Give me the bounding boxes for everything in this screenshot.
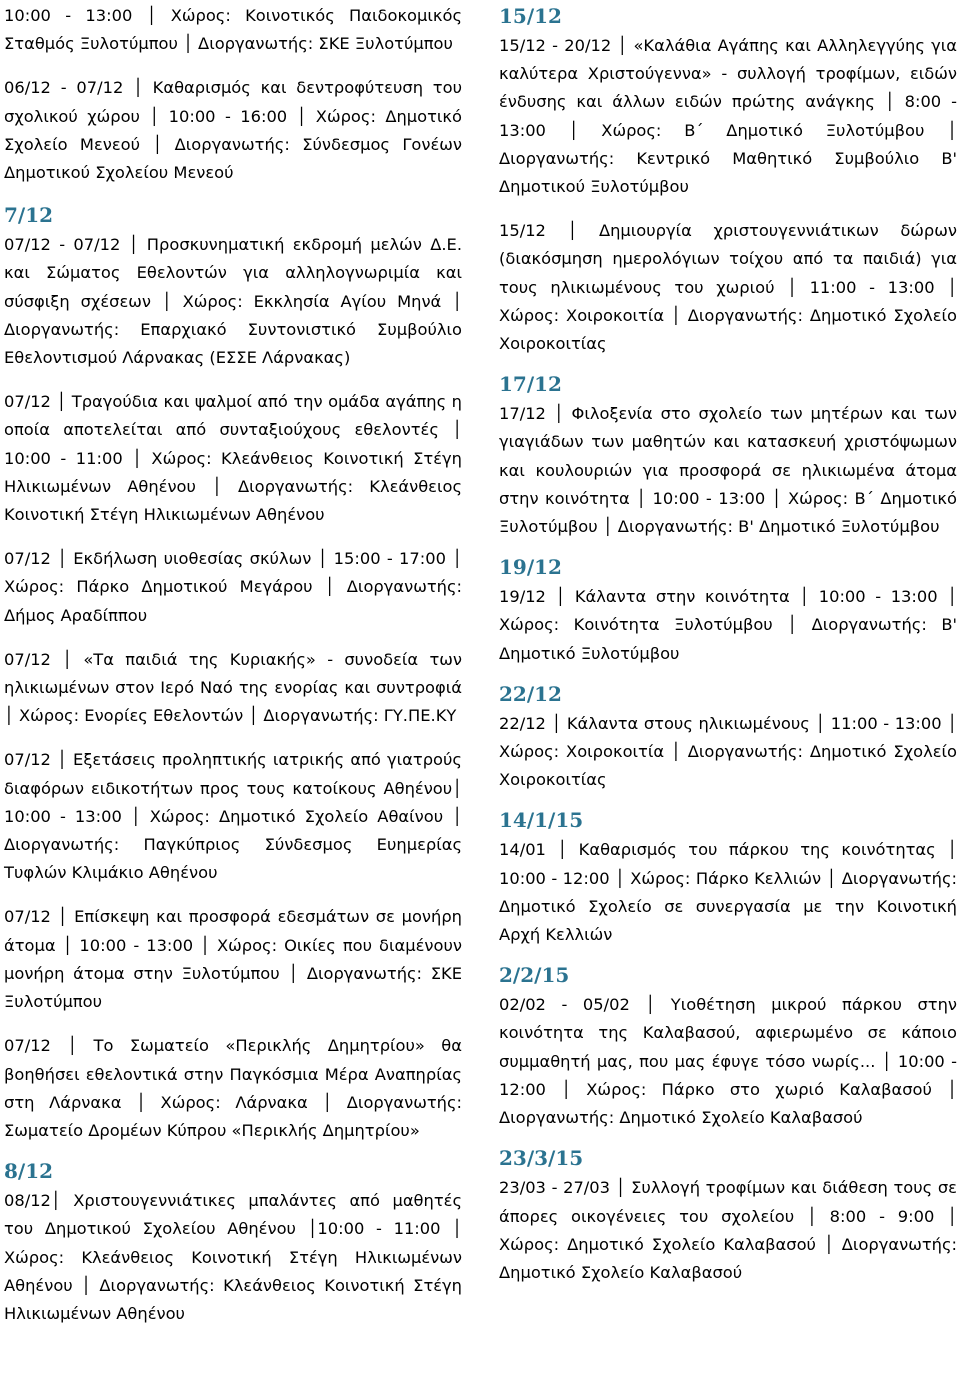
date-heading: 2/2/15 [499,963,570,988]
date-heading: 15/12 [499,4,562,28]
event-entry: 07/12 │ Εξετάσεις προληπτικής ιατρικής από γιατρούς διαφόρων ειδικοτήτων προς τους κατοίκους Αθηένου│ 10:00 - 13:00 │ Χώρος: Δημοτικό Σχολείο Αθαίνου │ Διοργανωτής: Παγκύπριος Σύνδεσμος Ευημερίας Τυφλών Κλιμάκιο Αθηένου [4,750,462,883]
event-entry: 19/12 │ Κάλαντα στην κοινότητα │ 10:00 - 13:00 │ Χώρος: Κοινότητα Ξυλοτύμβου │ Διοργανωτής: Β' Δημοτικό Ξυλοτύμβου [499,587,957,663]
event-entry: 06/12 - 07/12 │ Καθαρισμός και δεντροφύτευση του σχολικού χώρου │ 10:00 - 16:00 │ Χώρος: Δημοτικό Σχολείο Μενεού │ Διοργανωτής: Σύνδεσμος Γονέων Δημοτικού Σχολείου Μενεού [4,78,462,183]
event-entry: 07/12 │ Εκδήλωση υιοθεσίας σκύλων │ 15:00 - 17:00 │ Χώρος: Πάρκο Δημοτικού Μεγάρου │ Διοργανωτής: Δήμος Αραδίππου [4,549,462,625]
event-entry: 10:00 - 13:00 │ Χώρος: Κοινοτικός Παιδοκομικός Σταθμός Ξυλοτύμπου │ Διοργανωτής: ΣΚΕ Ξυλοτύμπου [4,6,462,54]
event-entry: 07/12 │ Επίσκεψη και προσφορά εδεσμάτων σε μονήρη άτομα │ 10:00 - 13:00 │ Χώρος: Οικίες που διαμένουν μονήρη άτομα στην Ξυλοτύμπου │ Διοργανωτής: ΣΚΕ Ξυλοτύμπου [4,907,462,1012]
event-entry: 07/12 - 07/12 │ Προσκυνηματική εκδρομή μελών Δ.Ε. και Σώματος Εθελοντών για αλληλογνωριμία και σύσφιξη σχέσεων │ Χώρος: Εκκλησία Αγίου Μηνά │ Διοργανωτής: Επαρχιακό Συντονιστικό Συμβούλιο Εθελοντισμού Λάρνακας (ΕΣΣΕ Λάρνακας) [4,235,462,368]
date-heading: 8/12 [4,1159,54,1184]
event-entry: 15/12 - 20/12 │ «Καλάθια Αγάπης και Αλληλεγγύης για καλύτερα Χριστούγεννα» - συλλογή τροφίμων, ειδών ένδυσης και άλλων ειδών πρώτης ανάγκης │ 8:00 - 13:00 │ Χώρος: Β΄ Δημοτικό Ξυλοτύμβου │ Διοργανωτής: Κεντρικό Μαθητικό Συμβούλιο Β' Δημοτικού Ξυλοτύμβου [499,36,957,197]
event-entry: 07/12 │ Τραγούδια και ψαλμοί από την ομάδα αγάπης η οποία αποτελείται από συνταξιούχους εθελοντές │ 10:00 - 11:00 │ Χώρος: Κλεάνθειος Κοινοτική Στέγη Ηλικιωμένων Αθηένου │ Διοργανωτής: Κλεάνθειος Κοινοτική Στέγη Ηλικιωμένων Αθηένου [4,392,462,525]
event-entry: 22/12 │ Κάλαντα στους ηλικιωμένους │ 11:00 - 13:00 │ Χώρος: Χοιροκοιτία │ Διοργανωτής: Δημοτικό Σχολείο Χοιροκοιτίας [499,713,957,790]
left-column [4,2,462,1344]
date-heading: 23/3/15 [499,1146,584,1171]
date-heading: 14/1/15 [499,808,584,833]
event-entry: 23/03 - 27/03 │ Συλλογή τροφίμων και διάθεση τους σε άπορες οικογένειες του σχολείου │ 8:00 - 9:00 │ Χώρος: Δημοτικό Σχολείο Καλαβασού │ Διοργανωτής: Δημοτικό Σχολείο Καλαβασού [499,1178,957,1282]
event-entry: 02/02 - 05/02 │ Υιοθέτηση μικρού πάρκου στην κοινότητα της Καλαβασού, αφιερωμένο σε κάποιο συμμαθητή μας, που μας έφυγε τόσο νωρίς... │ 10:00 - 12:00 │ Χώρος: Πάρκο στο χωριό Καλαβασού │ Διοργανωτής: Δημοτικό Σχολείο Καλαβασού [499,995,957,1128]
date-heading: 22/12 [499,681,562,706]
right-column [499,2,957,1303]
event-entry: 14/01 │ Καθαρισμός του πάρκου της κοινότητας │ 10:00 - 12:00 │ Χώρος: Πάρκο Κελλιών │ Διοργανωτής: Δημοτικό Σχολείο σε συνεργασία με την Κοινοτική Αρχή Κελλιών [499,840,957,945]
event-entry: 08/12│ Χριστουγεννιάτικες μπαλάντες από μαθητές του Δημοτικού Σχολείου Αθηένου │10:00 - 11:00 │ Χώρος: Κλεάνθειος Κοινοτική Στέγη Ηλικιωμένων Αθηένου │ Διοργανωτής: Κλεάνθειος Κοινοτική Στέγη Ηλικιωμένων Αθηένου [4,1191,462,1323]
date-heading: 17/12 [499,372,562,397]
event-entry: 07/12 │ Το Σωματείο «Περικλής Δημητρίου» θα βοηθήσει εθελοντικά στην Παγκόσμια Μέρα Αναπηρίας στη Λάρνακα │ Χώρος: Λάρνακα │ Διοργανωτής: Σωματείο Δρομέων Κύπρου «Περικλής Δημητρίου» [4,1036,462,1140]
event-entry: 17/12 │ Φιλοξενία στο σχολείο των μητέρων και των γιαγιάδων των μαθητών και κατασκευή χριστόψωμων και κουλουριών για προσφορά σε ηλικιωμένα άτομα στην κοινότητα │ 10:00 - 13:00 │ Χώρος: Β΄ Δημοτικό Ξυλοτύμβου │ Διοργανωτής: Β' Δημοτικό Ξυλοτύμβου [499,404,957,537]
event-entry: 15/12 │ Δημιουργία χριστουγεννιάτικων δώρων (διακόσμηση ημερολόγιων τοίχου από τα παιδιά) για τους ηλικιωμένους του χωριού │ 11:00 - 13:00 │ Χώρος: Χοιροκοιτία │ Διοργανωτής: Δημοτικό Σχολείο Χοιροκοιτίας [499,221,957,354]
date-heading: 7/12 [4,203,54,228]
date-heading: 19/12 [499,555,562,580]
event-entry: 07/12 │ «Τα παιδιά της Κυριακής» - συνοδεία των ηλικιωμένων στον Ιερό Ναό της ενορίας και συντροφιά │ Χώρος: Ενορίες Εθελοντών │ Διοργανωτής: ΓΥ.ΠΕ.ΚΥ [4,649,462,726]
